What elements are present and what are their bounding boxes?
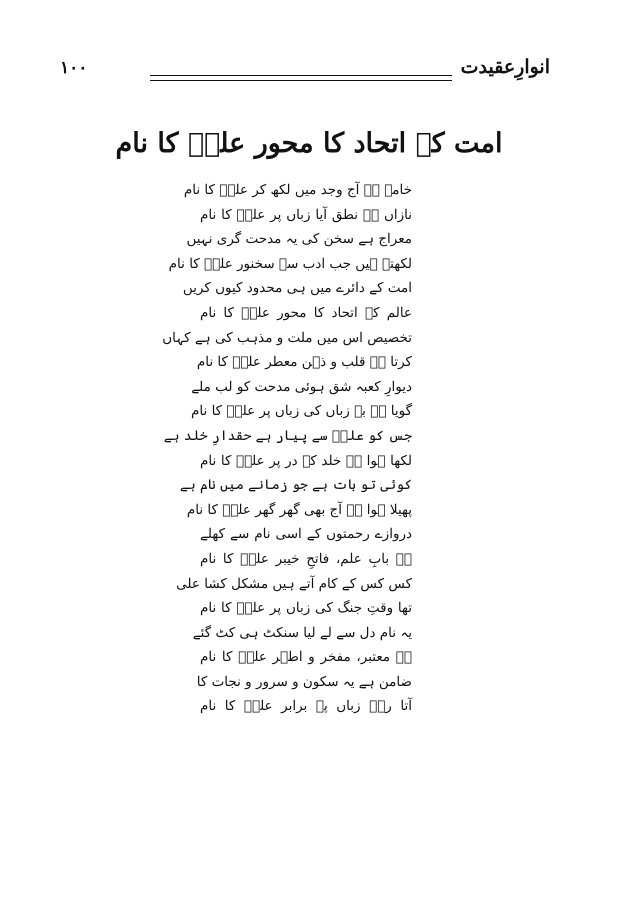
verse-line: یہ نام دل سے لے لیا سنکٹ ہی کٹ گئے — [192, 624, 412, 641]
verse-line: تھا وقتِ جنگ کی زباں پر علیؑ کا نام — [200, 600, 412, 617]
verse-line: کس کس کے کام آتے ہیں مشکل کشا علی — [176, 575, 412, 592]
verse-line: کرتا ہے قلب و ذہن معطر علیؑ کا نام — [196, 354, 412, 371]
verse-line: نازاں ہے نطق آیا زباں پر علیؑ کا نام — [200, 206, 412, 223]
verse-line: امت کے دائرے میں ہی محدود کیوں کریں — [182, 280, 412, 297]
verse-line: تخصیص اس میں ملت و مذہب کی ہے کہاں — [162, 329, 412, 346]
verse-line: معراج ہے سخن کی یہ مدحت گری نہیں — [186, 231, 412, 248]
verse-line: ضامن ہے یہ سکون و سرور و نجات کا — [196, 673, 412, 690]
running-head-book-title: انوارِعقیدت — [460, 56, 550, 78]
header-double-rule — [150, 75, 452, 81]
poem-body — [162, 178, 412, 719]
verse-line: آتا رہے زباں پہ برابر علیؑ کا نام — [200, 698, 412, 715]
verse-line: لکھا ہوا ہے خلد کے در پر علیؑ کا نام — [200, 452, 412, 469]
verse-line: عالم کے اتحاد کا محور علیؑ کا نام — [200, 304, 412, 321]
verse-line: کوئی تو بات ہے جو زمانے میں نام ہے — [179, 477, 412, 494]
verse-line: دروازے رحمتوں کے اسی نام سے کھلے — [200, 526, 412, 543]
page-header — [60, 56, 550, 90]
page-number: ۱۰۰ — [60, 58, 88, 78]
verse-line: دیوارِ کعبہ شق ہوئی مدحت کو لب ملے — [191, 378, 412, 395]
verse-line: پھیلا ہوا ہے آج بھی گھر گھر علیؑ کا نام — [186, 501, 412, 518]
verse-line: خامہ ہے آج وجد میں لکھ کر علیؑ کا نام — [183, 182, 412, 198]
verse-line: جس کو علیؑ سے پیار ہے حقدارِ خلد ہے — [163, 427, 412, 444]
verse-line: ہے معتبر، مفخر و اطہر علیؑ کا نام — [200, 649, 412, 666]
verse-line: ہے بابِ علم، فاتحِ خیبر علیؑ کا نام — [200, 550, 412, 567]
verse-line: گویا ہے بے زباں کی زباں پر علیؑ کا نام — [191, 403, 412, 420]
poem-title: امت کے اتحاد کا محور علیؑ کا نام — [115, 128, 503, 159]
verse-line: لکھتے ہیں جب ادب سے سخنور علیؑ کا نام — [168, 255, 412, 272]
